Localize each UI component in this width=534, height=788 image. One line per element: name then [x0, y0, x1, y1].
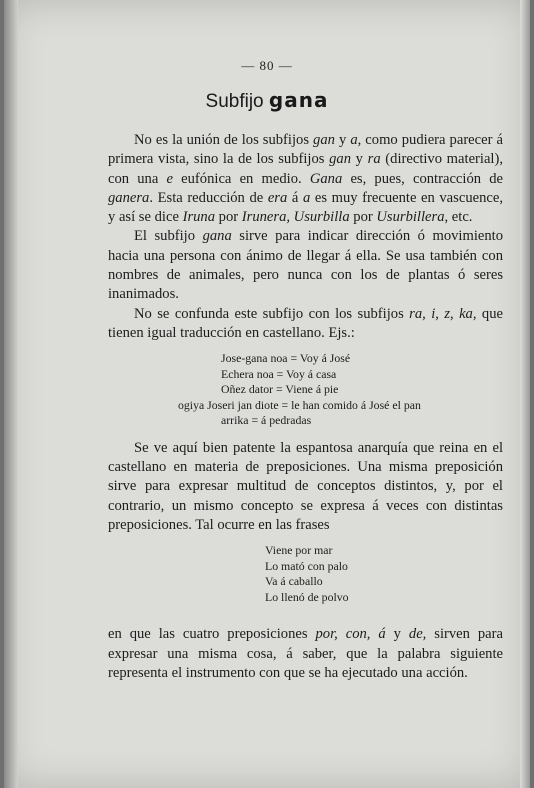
example-line: Va á caballo: [265, 574, 323, 589]
text-run: , como pudiera parecer á primera vista, sino la de los subfijos: [108, 132, 503, 168]
page-edge: [520, 0, 530, 788]
italic-term: Iruna: [182, 209, 216, 226]
example-line: Jose-gana noa = Voy á José: [221, 351, 351, 366]
example-line: arrika = á pedradas: [221, 413, 312, 428]
example-line: Viene por mar: [265, 543, 333, 558]
page-gutter: [4, 0, 18, 788]
text-run: El subfijo: [134, 228, 203, 245]
example-list: [108, 351, 503, 429]
paragraph: [108, 131, 503, 227]
example-line: Echera noa = Voy á casa: [221, 366, 337, 381]
paragraph: [108, 305, 503, 344]
example-line: Lo llenó de polvo: [265, 589, 349, 604]
text-run: , etc.: [444, 209, 473, 226]
italic-term: Usurbillera: [376, 209, 445, 226]
italic-term: de,: [408, 626, 427, 643]
text-run: por: [349, 209, 377, 226]
text-run: sirve para indicar dirección ó movimiento hacia una persona con ánimo de llegar á ella. Se usa también con nombres de animales, pero nunca con los de plantas ó seres inanimados.: [108, 228, 503, 303]
example-line: ogiya Joseri jan diote = le han comido á José el pan: [178, 397, 421, 412]
text-run: es, pues, contracción de: [342, 170, 504, 187]
text-run: eufónica en medio.: [172, 170, 310, 187]
italic-term: ra, i, z, ka,: [409, 305, 477, 322]
paragraph: [108, 227, 503, 304]
text-run: es muy frecuente en vascuence, y así se dice: [108, 189, 503, 226]
paragraph: [108, 625, 503, 683]
text-run: en que las cuatro preposiciones: [108, 626, 316, 643]
italic-term: gan: [329, 151, 352, 168]
italic-term: Gana: [309, 170, 343, 187]
text-run: No se confunda este subfijo con los subfijos: [134, 305, 410, 322]
example-line: Oñez dator = Viene á pie: [221, 382, 339, 397]
title-word: gana: [268, 88, 329, 112]
italic-term: a: [350, 132, 358, 148]
example-list: [108, 543, 503, 605]
italic-term: por, con, á: [315, 626, 386, 643]
italic-term: a: [302, 189, 311, 206]
text-run: Se ve aquí bien patente la espantosa anarquía que reina en el castellano en materia de preposiciones. Una misma preposición sirve para expresar multitud de conceptos distintos, y, por el contrario, un mismo concepto se expresa á veces con distintas preposiciones. Tal ocurre en las frases: [108, 439, 503, 533]
text-run: No es la unión de los subfijos: [134, 132, 314, 148]
section-title: [4, 88, 530, 113]
italic-term: e: [166, 170, 173, 187]
paragraph: [108, 439, 503, 535]
text-run: á: [287, 189, 303, 206]
text-run: sirven para expresar una misma cosa, á saber, que la palabra siguiente representa el instrumento con que se ha ejecutado una acción.: [108, 626, 503, 681]
text-run: (directivo material), con una: [108, 151, 503, 187]
page-body: [108, 131, 503, 683]
text-run: y: [334, 132, 351, 148]
text-run: por: [215, 209, 242, 226]
book-page: [4, 0, 530, 788]
italic-term: ra: [367, 151, 381, 168]
italic-term: Irunera, Usurbilla: [241, 209, 350, 226]
text-run: que tienen igual traducción en castellano. Ejs.:: [108, 305, 503, 341]
italic-term: era: [267, 189, 288, 206]
italic-term: gana: [202, 228, 232, 245]
text-run: y: [351, 151, 368, 168]
text-run: . Esta reducción de: [149, 189, 268, 206]
title-prefix: Subfijo: [205, 91, 264, 112]
italic-term: ganera: [108, 189, 150, 206]
example-line: Lo mató con palo: [265, 558, 348, 573]
page-number: — 80 —: [241, 58, 293, 73]
text-run: y: [385, 626, 409, 643]
italic-term: gan: [313, 132, 335, 148]
